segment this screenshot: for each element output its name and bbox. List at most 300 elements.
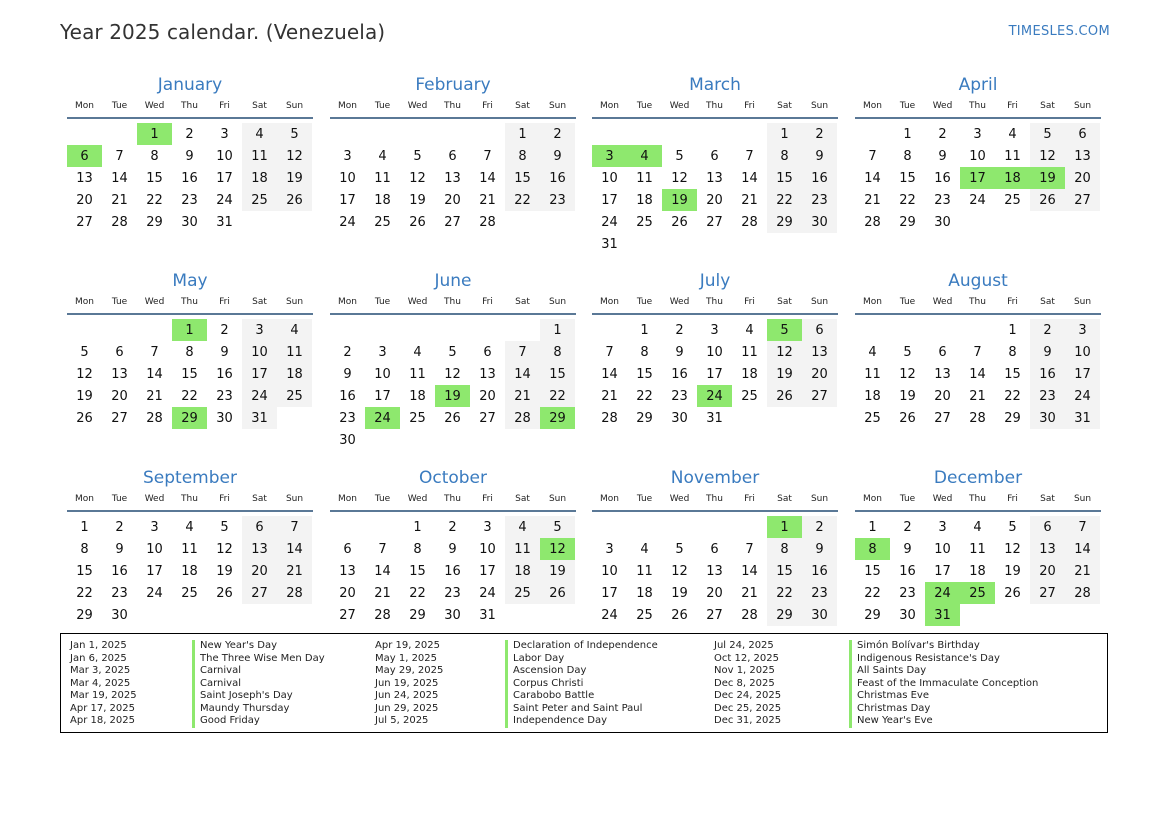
- day-cell[interactable]: 15: [767, 560, 802, 582]
- day-cell[interactable]: 10: [374, 366, 391, 382]
- day-cell[interactable]: 18: [242, 167, 277, 189]
- holiday-day[interactable]: 29: [540, 407, 575, 429]
- day-cell[interactable]: 26: [409, 214, 426, 230]
- day-cell[interactable]: 17: [242, 363, 277, 385]
- day-cell[interactable]: 8: [505, 145, 540, 167]
- day-cell[interactable]: 21: [969, 388, 986, 404]
- day-cell[interactable]: 4: [745, 322, 754, 338]
- day-cell[interactable]: 9: [448, 541, 457, 557]
- day-cell[interactable]: 21: [864, 192, 881, 208]
- holiday-day[interactable]: 1: [172, 319, 207, 341]
- day-cell[interactable]: 26: [1004, 585, 1021, 601]
- day-cell[interactable]: 18: [741, 366, 758, 382]
- day-cell[interactable]: 6: [343, 541, 352, 557]
- day-cell[interactable]: 12: [409, 170, 426, 186]
- day-cell[interactable]: 18: [409, 388, 426, 404]
- day-cell[interactable]: 24: [969, 192, 986, 208]
- day-cell[interactable]: 14: [111, 170, 128, 186]
- day-cell[interactable]: 25: [864, 410, 881, 426]
- day-cell[interactable]: 22: [864, 585, 881, 601]
- day-cell[interactable]: 12: [277, 145, 312, 167]
- day-cell[interactable]: 18: [864, 388, 881, 404]
- day-cell[interactable]: 13: [339, 563, 356, 579]
- day-cell[interactable]: 4: [413, 344, 422, 360]
- day-cell[interactable]: 15: [505, 167, 540, 189]
- day-cell[interactable]: 16: [111, 563, 128, 579]
- day-cell[interactable]: 9: [540, 145, 575, 167]
- day-cell[interactable]: 10: [216, 148, 233, 164]
- day-cell[interactable]: 31: [479, 607, 496, 623]
- day-cell[interactable]: 14: [741, 563, 758, 579]
- day-cell[interactable]: 5: [675, 541, 684, 557]
- day-cell[interactable]: 3: [1065, 319, 1100, 341]
- brand-link[interactable]: TIMESLES.COM: [1008, 24, 1110, 39]
- day-cell[interactable]: 10: [242, 341, 277, 363]
- day-cell[interactable]: 9: [903, 541, 912, 557]
- day-cell[interactable]: 9: [802, 145, 837, 167]
- day-cell[interactable]: 18: [636, 585, 653, 601]
- day-cell[interactable]: 29: [1004, 410, 1021, 426]
- day-cell[interactable]: 5: [277, 123, 312, 145]
- day-cell[interactable]: 31: [706, 410, 723, 426]
- day-cell[interactable]: 2: [802, 123, 837, 145]
- day-cell[interactable]: 13: [1065, 145, 1100, 167]
- day-cell[interactable]: 31: [216, 214, 233, 230]
- day-cell[interactable]: 8: [540, 341, 575, 363]
- day-cell[interactable]: 8: [640, 344, 649, 360]
- day-cell[interactable]: 25: [636, 607, 653, 623]
- day-cell[interactable]: 9: [185, 148, 194, 164]
- day-cell[interactable]: 17: [146, 563, 163, 579]
- day-cell[interactable]: 11: [864, 366, 881, 382]
- day-cell[interactable]: 23: [671, 388, 688, 404]
- day-cell[interactable]: 19: [671, 585, 688, 601]
- day-cell[interactable]: 27: [1030, 582, 1065, 604]
- day-cell[interactable]: 3: [973, 126, 982, 142]
- day-cell[interactable]: 25: [1004, 192, 1021, 208]
- day-cell[interactable]: 28: [374, 607, 391, 623]
- day-cell[interactable]: 25: [277, 385, 312, 407]
- day-cell[interactable]: 7: [1065, 516, 1100, 538]
- day-cell[interactable]: 24: [479, 585, 496, 601]
- day-cell[interactable]: 11: [636, 170, 653, 186]
- day-cell[interactable]: 27: [444, 214, 461, 230]
- day-cell[interactable]: 7: [605, 344, 614, 360]
- day-cell[interactable]: 19: [767, 363, 802, 385]
- day-cell[interactable]: 29: [767, 604, 802, 626]
- holiday-day[interactable]: 5: [767, 319, 802, 341]
- day-cell[interactable]: 2: [903, 519, 912, 535]
- day-cell[interactable]: 14: [969, 366, 986, 382]
- day-cell[interactable]: 8: [767, 145, 802, 167]
- day-cell[interactable]: 23: [934, 192, 951, 208]
- holiday-day[interactable]: 24: [365, 407, 400, 429]
- day-cell[interactable]: 27: [242, 582, 277, 604]
- day-cell[interactable]: 10: [1065, 341, 1100, 363]
- day-cell[interactable]: 28: [479, 214, 496, 230]
- day-cell[interactable]: 22: [636, 388, 653, 404]
- day-cell[interactable]: 11: [969, 541, 986, 557]
- day-cell[interactable]: 16: [899, 563, 916, 579]
- day-cell[interactable]: 22: [146, 192, 163, 208]
- day-cell[interactable]: 13: [444, 170, 461, 186]
- day-cell[interactable]: 5: [80, 344, 89, 360]
- day-cell[interactable]: 2: [540, 123, 575, 145]
- day-cell[interactable]: 7: [150, 344, 159, 360]
- holiday-day[interactable]: 12: [540, 538, 575, 560]
- day-cell[interactable]: 11: [181, 541, 198, 557]
- day-cell[interactable]: 13: [706, 170, 723, 186]
- day-cell[interactable]: 7: [745, 148, 754, 164]
- day-cell[interactable]: 14: [741, 170, 758, 186]
- day-cell[interactable]: 9: [115, 541, 124, 557]
- day-cell[interactable]: 24: [216, 192, 233, 208]
- day-cell[interactable]: 6: [710, 148, 719, 164]
- day-cell[interactable]: 21: [741, 192, 758, 208]
- day-cell[interactable]: 5: [1030, 123, 1065, 145]
- day-cell[interactable]: 15: [181, 366, 198, 382]
- day-cell[interactable]: 7: [115, 148, 124, 164]
- day-cell[interactable]: 14: [1065, 538, 1100, 560]
- day-cell[interactable]: 30: [899, 607, 916, 623]
- day-cell[interactable]: 10: [479, 541, 496, 557]
- day-cell[interactable]: 12: [1030, 145, 1065, 167]
- day-cell[interactable]: 18: [636, 192, 653, 208]
- day-cell[interactable]: 16: [444, 563, 461, 579]
- day-cell[interactable]: 3: [938, 519, 947, 535]
- day-cell[interactable]: 1: [540, 319, 575, 341]
- day-cell[interactable]: 16: [802, 560, 837, 582]
- day-cell[interactable]: 24: [146, 585, 163, 601]
- day-cell[interactable]: 30: [181, 214, 198, 230]
- day-cell[interactable]: 22: [181, 388, 198, 404]
- day-cell[interactable]: 6: [938, 344, 947, 360]
- day-cell[interactable]: 11: [505, 538, 540, 560]
- day-cell[interactable]: 19: [1004, 563, 1021, 579]
- day-cell[interactable]: 8: [413, 541, 422, 557]
- day-cell[interactable]: 2: [343, 344, 352, 360]
- day-cell[interactable]: 26: [277, 189, 312, 211]
- day-cell[interactable]: 20: [934, 388, 951, 404]
- day-cell[interactable]: 30: [802, 604, 837, 626]
- day-cell[interactable]: 21: [374, 585, 391, 601]
- day-cell[interactable]: 28: [111, 214, 128, 230]
- day-cell[interactable]: 6: [115, 344, 124, 360]
- day-cell[interactable]: 7: [483, 148, 492, 164]
- day-cell[interactable]: 26: [540, 582, 575, 604]
- day-cell[interactable]: 12: [671, 170, 688, 186]
- day-cell[interactable]: 6: [448, 148, 457, 164]
- day-cell[interactable]: 23: [216, 388, 233, 404]
- day-cell[interactable]: 24: [601, 607, 618, 623]
- day-cell[interactable]: 30: [1030, 407, 1065, 429]
- day-cell[interactable]: 31: [601, 236, 618, 252]
- day-cell[interactable]: 11: [409, 366, 426, 382]
- day-cell[interactable]: 30: [339, 432, 356, 448]
- day-cell[interactable]: 8: [767, 538, 802, 560]
- day-cell[interactable]: 17: [339, 192, 356, 208]
- day-cell[interactable]: 31: [242, 407, 277, 429]
- day-cell[interactable]: 5: [413, 148, 422, 164]
- day-cell[interactable]: 7: [277, 516, 312, 538]
- day-cell[interactable]: 25: [374, 214, 391, 230]
- holiday-day[interactable]: 19: [435, 385, 470, 407]
- holiday-day[interactable]: 19: [662, 189, 697, 211]
- day-cell[interactable]: 11: [277, 341, 312, 363]
- day-cell[interactable]: 16: [934, 170, 951, 186]
- day-cell[interactable]: 26: [1030, 189, 1065, 211]
- day-cell[interactable]: 17: [374, 388, 391, 404]
- day-cell[interactable]: 30: [671, 410, 688, 426]
- day-cell[interactable]: 10: [969, 148, 986, 164]
- day-cell[interactable]: 9: [938, 148, 947, 164]
- day-cell[interactable]: 30: [444, 607, 461, 623]
- day-cell[interactable]: 20: [76, 192, 93, 208]
- day-cell[interactable]: 20: [111, 388, 128, 404]
- day-cell[interactable]: 13: [76, 170, 93, 186]
- day-cell[interactable]: 13: [934, 366, 951, 382]
- day-cell[interactable]: 16: [216, 366, 233, 382]
- day-cell[interactable]: 18: [505, 560, 540, 582]
- day-cell[interactable]: 2: [802, 516, 837, 538]
- day-cell[interactable]: 9: [220, 344, 229, 360]
- day-cell[interactable]: 14: [146, 366, 163, 382]
- day-cell[interactable]: 12: [899, 366, 916, 382]
- day-cell[interactable]: 5: [903, 344, 912, 360]
- day-cell[interactable]: 20: [444, 192, 461, 208]
- day-cell[interactable]: 20: [242, 560, 277, 582]
- day-cell[interactable]: 21: [479, 192, 496, 208]
- day-cell[interactable]: 29: [864, 607, 881, 623]
- day-cell[interactable]: 13: [242, 538, 277, 560]
- day-cell[interactable]: 18: [374, 192, 391, 208]
- day-cell[interactable]: 25: [741, 388, 758, 404]
- day-cell[interactable]: 15: [899, 170, 916, 186]
- day-cell[interactable]: 11: [1004, 148, 1021, 164]
- day-cell[interactable]: 6: [710, 541, 719, 557]
- holiday-day[interactable]: 6: [67, 145, 102, 167]
- day-cell[interactable]: 22: [767, 582, 802, 604]
- day-cell[interactable]: 14: [601, 366, 618, 382]
- day-cell[interactable]: 28: [601, 410, 618, 426]
- day-cell[interactable]: 23: [899, 585, 916, 601]
- day-cell[interactable]: 7: [505, 341, 540, 363]
- day-cell[interactable]: 20: [339, 585, 356, 601]
- day-cell[interactable]: 30: [934, 214, 951, 230]
- day-cell[interactable]: 20: [706, 585, 723, 601]
- day-cell[interactable]: 10: [601, 563, 618, 579]
- day-cell[interactable]: 19: [76, 388, 93, 404]
- day-cell[interactable]: 3: [378, 344, 387, 360]
- day-cell[interactable]: 10: [934, 541, 951, 557]
- day-cell[interactable]: 4: [378, 148, 387, 164]
- day-cell[interactable]: 15: [864, 563, 881, 579]
- day-cell[interactable]: 26: [444, 410, 461, 426]
- day-cell[interactable]: 4: [505, 516, 540, 538]
- day-cell[interactable]: 18: [969, 563, 986, 579]
- day-cell[interactable]: 23: [540, 189, 575, 211]
- day-cell[interactable]: 14: [505, 363, 540, 385]
- day-cell[interactable]: 6: [242, 516, 277, 538]
- day-cell[interactable]: 1: [640, 322, 649, 338]
- day-cell[interactable]: 14: [374, 563, 391, 579]
- day-cell[interactable]: 5: [540, 516, 575, 538]
- day-cell[interactable]: 31: [1065, 407, 1100, 429]
- day-cell[interactable]: 23: [181, 192, 198, 208]
- day-cell[interactable]: 17: [601, 585, 618, 601]
- day-cell[interactable]: 12: [671, 563, 688, 579]
- day-cell[interactable]: 28: [1065, 582, 1100, 604]
- day-cell[interactable]: 23: [444, 585, 461, 601]
- day-cell[interactable]: 7: [378, 541, 387, 557]
- day-cell[interactable]: 4: [277, 319, 312, 341]
- day-cell[interactable]: 18: [181, 563, 198, 579]
- day-cell[interactable]: 13: [111, 366, 128, 382]
- day-cell[interactable]: 28: [505, 407, 540, 429]
- day-cell[interactable]: 17: [706, 366, 723, 382]
- day-cell[interactable]: 26: [216, 585, 233, 601]
- day-cell[interactable]: 11: [374, 170, 391, 186]
- day-cell[interactable]: 15: [409, 563, 426, 579]
- day-cell[interactable]: 3: [483, 519, 492, 535]
- day-cell[interactable]: 18: [277, 363, 312, 385]
- holiday-day[interactable]: 19: [1030, 167, 1065, 189]
- day-cell[interactable]: 1: [80, 519, 89, 535]
- day-cell[interactable]: 15: [1004, 366, 1021, 382]
- day-cell[interactable]: 4: [640, 541, 649, 557]
- day-cell[interactable]: 4: [185, 519, 194, 535]
- day-cell[interactable]: 3: [150, 519, 159, 535]
- day-cell[interactable]: 15: [636, 366, 653, 382]
- day-cell[interactable]: 3: [710, 322, 719, 338]
- holiday-day[interactable]: 4: [627, 145, 662, 167]
- day-cell[interactable]: 22: [409, 585, 426, 601]
- day-cell[interactable]: 2: [220, 322, 229, 338]
- holiday-day[interactable]: 31: [925, 604, 960, 626]
- day-cell[interactable]: 9: [1030, 341, 1065, 363]
- day-cell[interactable]: 9: [802, 538, 837, 560]
- day-cell[interactable]: 21: [146, 388, 163, 404]
- day-cell[interactable]: 4: [973, 519, 982, 535]
- day-cell[interactable]: 28: [146, 410, 163, 426]
- day-cell[interactable]: 19: [216, 563, 233, 579]
- day-cell[interactable]: 6: [1065, 123, 1100, 145]
- day-cell[interactable]: 20: [1030, 560, 1065, 582]
- day-cell[interactable]: 6: [802, 319, 837, 341]
- holiday-day[interactable]: 8: [855, 538, 890, 560]
- day-cell[interactable]: 29: [146, 214, 163, 230]
- day-cell[interactable]: 28: [741, 214, 758, 230]
- day-cell[interactable]: 26: [76, 410, 93, 426]
- day-cell[interactable]: 27: [802, 385, 837, 407]
- holiday-day[interactable]: 1: [137, 123, 172, 145]
- day-cell[interactable]: 3: [343, 148, 352, 164]
- holiday-day[interactable]: 29: [172, 407, 207, 429]
- holiday-day[interactable]: 17: [960, 167, 995, 189]
- day-cell[interactable]: 8: [80, 541, 89, 557]
- day-cell[interactable]: 14: [479, 170, 496, 186]
- day-cell[interactable]: 16: [671, 366, 688, 382]
- day-cell[interactable]: 27: [76, 214, 93, 230]
- day-cell[interactable]: 27: [339, 607, 356, 623]
- day-cell[interactable]: 29: [767, 211, 802, 233]
- day-cell[interactable]: 25: [505, 582, 540, 604]
- day-cell[interactable]: 20: [706, 192, 723, 208]
- day-cell[interactable]: 2: [938, 126, 947, 142]
- day-cell[interactable]: 14: [864, 170, 881, 186]
- day-cell[interactable]: 25: [181, 585, 198, 601]
- day-cell[interactable]: 1: [767, 123, 802, 145]
- day-cell[interactable]: 23: [339, 410, 356, 426]
- day-cell[interactable]: 25: [636, 214, 653, 230]
- day-cell[interactable]: 23: [1030, 385, 1065, 407]
- day-cell[interactable]: 4: [1008, 126, 1017, 142]
- day-cell[interactable]: 15: [540, 363, 575, 385]
- day-cell[interactable]: 25: [242, 189, 277, 211]
- holiday-day[interactable]: 18: [995, 167, 1030, 189]
- day-cell[interactable]: 2: [448, 519, 457, 535]
- day-cell[interactable]: 29: [409, 607, 426, 623]
- day-cell[interactable]: 24: [242, 385, 277, 407]
- day-cell[interactable]: 17: [479, 563, 496, 579]
- day-cell[interactable]: 4: [868, 344, 877, 360]
- day-cell[interactable]: 2: [185, 126, 194, 142]
- day-cell[interactable]: 15: [767, 167, 802, 189]
- holiday-day[interactable]: 1: [767, 516, 802, 538]
- day-cell[interactable]: 27: [1065, 189, 1100, 211]
- day-cell[interactable]: 21: [505, 385, 540, 407]
- day-cell[interactable]: 9: [675, 344, 684, 360]
- day-cell[interactable]: 19: [540, 560, 575, 582]
- day-cell[interactable]: 4: [242, 123, 277, 145]
- day-cell[interactable]: 29: [636, 410, 653, 426]
- day-cell[interactable]: 21: [741, 585, 758, 601]
- day-cell[interactable]: 30: [802, 211, 837, 233]
- day-cell[interactable]: 28: [277, 582, 312, 604]
- day-cell[interactable]: 27: [111, 410, 128, 426]
- day-cell[interactable]: 26: [899, 410, 916, 426]
- day-cell[interactable]: 23: [802, 189, 837, 211]
- holiday-day[interactable]: 25: [960, 582, 995, 604]
- day-cell[interactable]: 7: [868, 148, 877, 164]
- day-cell[interactable]: 16: [540, 167, 575, 189]
- day-cell[interactable]: 21: [1065, 560, 1100, 582]
- day-cell[interactable]: 24: [601, 214, 618, 230]
- day-cell[interactable]: 28: [864, 214, 881, 230]
- day-cell[interactable]: 3: [220, 126, 229, 142]
- day-cell[interactable]: 1: [505, 123, 540, 145]
- day-cell[interactable]: 20: [1065, 167, 1100, 189]
- day-cell[interactable]: 16: [802, 167, 837, 189]
- day-cell[interactable]: 1: [1008, 322, 1017, 338]
- day-cell[interactable]: 26: [671, 214, 688, 230]
- day-cell[interactable]: 2: [675, 322, 684, 338]
- day-cell[interactable]: 11: [636, 563, 653, 579]
- day-cell[interactable]: 10: [601, 170, 618, 186]
- day-cell[interactable]: 10: [706, 344, 723, 360]
- day-cell[interactable]: 2: [115, 519, 124, 535]
- day-cell[interactable]: 26: [671, 607, 688, 623]
- day-cell[interactable]: 14: [277, 538, 312, 560]
- day-cell[interactable]: 13: [802, 341, 837, 363]
- day-cell[interactable]: 15: [146, 170, 163, 186]
- day-cell[interactable]: 10: [146, 541, 163, 557]
- day-cell[interactable]: 22: [76, 585, 93, 601]
- day-cell[interactable]: 7: [973, 344, 982, 360]
- day-cell[interactable]: 8: [1008, 344, 1017, 360]
- day-cell[interactable]: 5: [220, 519, 229, 535]
- day-cell[interactable]: 1: [903, 126, 912, 142]
